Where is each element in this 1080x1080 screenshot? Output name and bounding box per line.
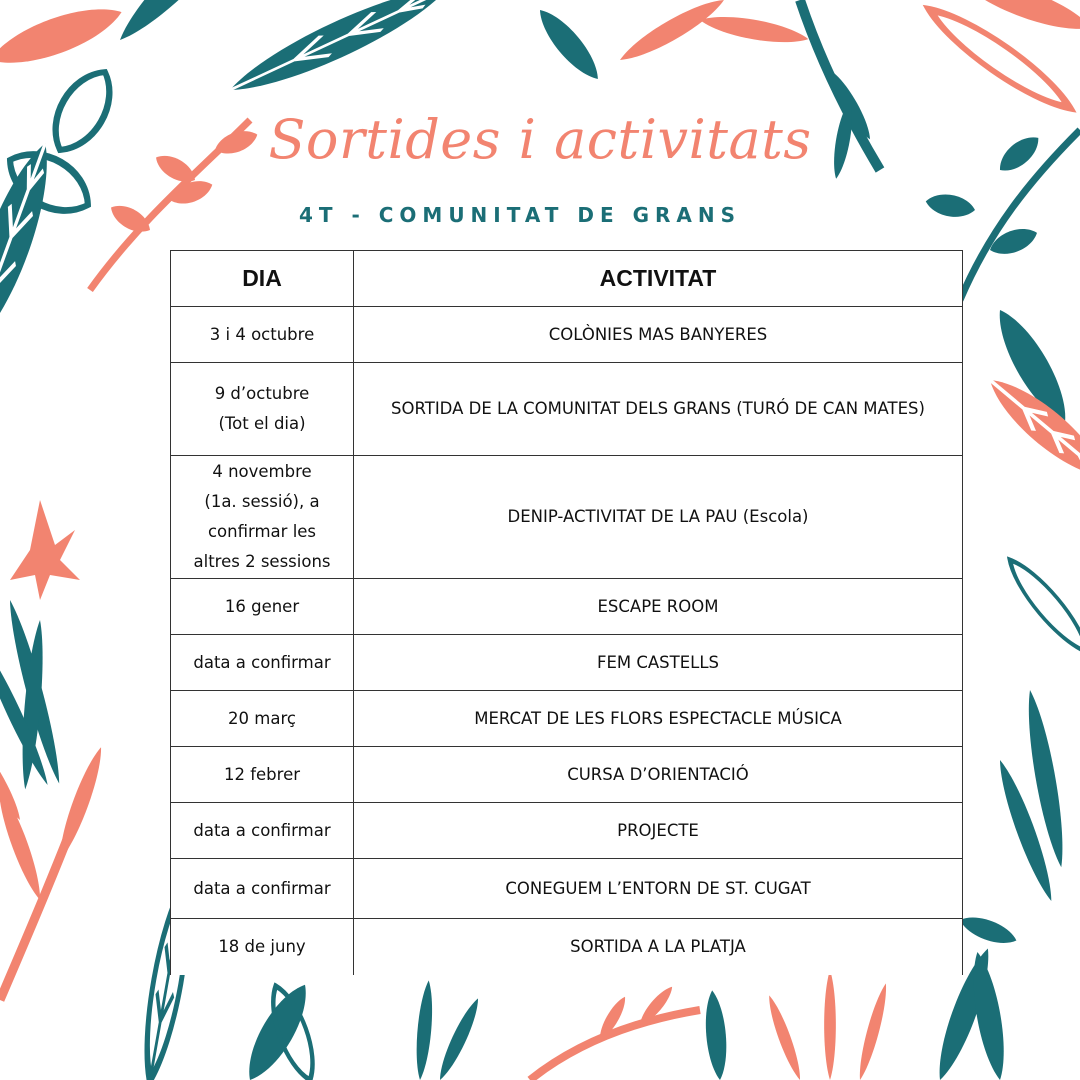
- cell-activitat: SORTIDA DE LA COMUNITAT DELS GRANS (TURÓ DE CAN MATES): [354, 363, 963, 456]
- cell-activitat: CURSA D’ORIENTACIÓ: [354, 747, 963, 803]
- cell-dia: 4 novembre (1a. sessió), a confirmar les altres 2 sessions: [171, 456, 354, 579]
- table-header-row: [171, 251, 963, 307]
- cell-activitat: PROJECTE: [354, 803, 963, 859]
- table-row: [171, 919, 963, 975]
- cell-dia: data a confirmar: [171, 803, 354, 859]
- column-header-dia: DIA: [171, 251, 354, 307]
- page-title: Sortides i activitats: [268, 108, 812, 171]
- cell-dia: 20 març: [171, 691, 354, 747]
- cell-activitat: FEM CASTELLS: [354, 635, 963, 691]
- table-row: [171, 635, 963, 691]
- cell-dia: 18 de juny: [171, 919, 354, 975]
- activities-table: [170, 250, 963, 975]
- table-row: [171, 307, 963, 363]
- cell-dia: data a confirmar: [171, 859, 354, 919]
- cell-activitat: SORTIDA A LA PLATJA: [354, 919, 963, 975]
- cell-activitat: CONEGUEM L’ENTORN DE ST. CUGAT: [354, 859, 963, 919]
- table-row: [171, 859, 963, 919]
- cell-dia: 12 febrer: [171, 747, 354, 803]
- cell-dia: 9 d’octubre (Tot el dia): [171, 363, 354, 456]
- cell-dia: data a confirmar: [171, 635, 354, 691]
- table-row: [171, 363, 963, 456]
- table-row: [171, 456, 963, 579]
- table-row: [171, 803, 963, 859]
- cell-activitat: MERCAT DE LES FLORS ESPECTACLE MÚSICA: [354, 691, 963, 747]
- column-header-activitat: ACTIVITAT: [354, 251, 963, 307]
- cell-dia: 3 i 4 octubre: [171, 307, 354, 363]
- table-row: [171, 691, 963, 747]
- leaf-cluster-left: [0, 500, 108, 1000]
- table-row: [171, 579, 963, 635]
- cell-activitat: COLÒNIES MAS BANYERES: [354, 307, 963, 363]
- cell-dia: 16 gener: [171, 579, 354, 635]
- table-row: [171, 747, 963, 803]
- cell-activitat: DENIP-ACTIVITAT DE LA PAU (Escola): [354, 456, 963, 579]
- cell-activitat: ESCAPE ROOM: [354, 579, 963, 635]
- page-subtitle: 4T - COMUNITAT DE GRANS: [298, 203, 742, 227]
